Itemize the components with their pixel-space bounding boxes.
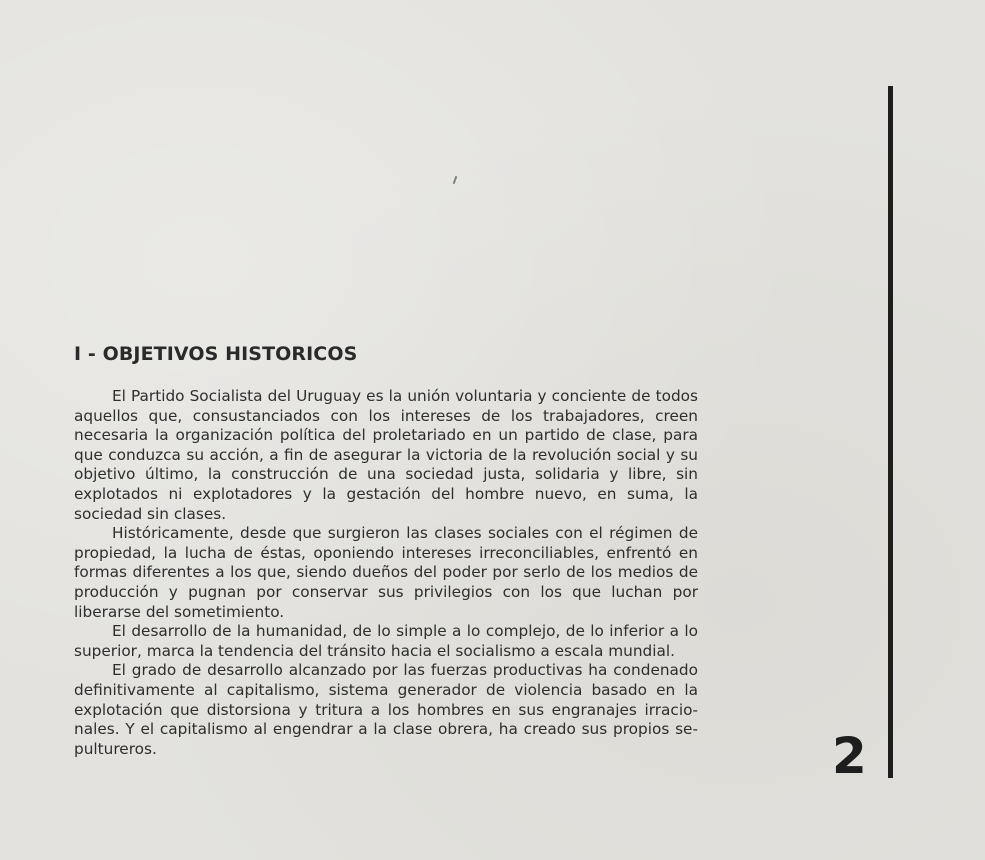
paragraph-3: El desarrollo de la humanidad, de lo simple a lo complejo, de lo inferior a lo superior, marca la tendencia del tránsito hacia el socialismo a escala mundial.	[74, 622, 698, 660]
body-text	[74, 387, 698, 759]
paper-speck	[453, 176, 458, 184]
page-number: 2	[832, 727, 867, 785]
section-heading: I - OBJETIVOS HISTORICOS	[74, 343, 358, 365]
paragraph-1: El Partido Socialista del Uruguay es la unión voluntaria y conciente de todos aquellos que, consustanciados con los intereses de los trabajadores, creen necesaria la organización política del proletariado en un partido de clase, para que conduzca su acción, a fin de asegurar la victoria de la revolución social y su objetivo último, la construcción de una sociedad justa, solidaria y libre, sin explotados ni explotadores y la gestación del hombre nuevo, en suma, la sociedad sin clases.	[74, 387, 698, 523]
vertical-rule	[888, 86, 893, 778]
paragraph-2: Históricamente, desde que surgieron las clases sociales con el régimen de propiedad, la lucha de éstas, oponiendo intereses irreconciliables, enfrentó en formas diferentes a los que, siendo dueños del poder por serlo de los medios de producción y pugnan por conservar sus privilegios con los que luchan por liberarse del sometimiento.	[74, 524, 698, 621]
paragraph-4: El grado de desarrollo alcanzado por las fuerzas productivas ha condenado definitivamente al capitalismo, sistema generador de violencia basado en la explotación que distorsiona y tritura a los hombres en sus engranajes irracionales. Y el capitalismo al engendrar a la clase obrera, ha creado sus propios sepultureros.	[74, 661, 698, 758]
